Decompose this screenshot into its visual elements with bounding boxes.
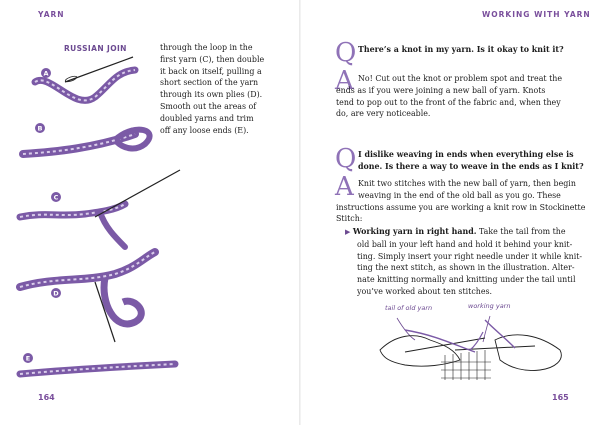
step-label-b: B [37,124,43,133]
bullet-first-line [345,226,590,239]
answer-line: instructions assume you are working a knit row in Stockinette [336,202,586,212]
question-2 [358,149,590,173]
step-label-a: A [43,69,49,78]
answer-line: weaving in the end of the old ball as you go. These [358,190,561,200]
left-body-text [160,42,295,136]
step-label-c: C [53,193,59,202]
body-line: short section of the yarn [160,78,259,88]
bullet-line: ting the next stitch, as shown in the illustration. Alter- [357,263,575,273]
q-letter-1: Q [335,38,357,68]
step-marker-c [50,191,62,203]
step-d-drawing [20,252,155,342]
answer-2 [336,178,590,225]
q-letter-2: Q [335,144,357,174]
bullet-line: old ball in your left hand and hold it behind your knit- [357,239,573,249]
answer-line: Stitch: [336,214,363,224]
body-line: through its own plies (D). [160,90,263,100]
bullet-marker-icon: ▶ [345,228,351,236]
step-e-drawing [20,364,175,374]
body-line: it back on itself, pulling a [160,66,262,76]
step-label-e: E [25,354,31,363]
question-line: There’s a knot in my yarn. Is it okay to knit it? [358,45,564,54]
step-marker-a [40,67,52,79]
step-marker-d [50,287,62,299]
answer-line: ends as if you were joining a new ball of yarn. Knots [336,85,546,95]
question-1 [358,44,588,56]
bullet-line: you’ve worked about ten stitches. [357,286,493,296]
a-letter-2: A [335,172,354,202]
step-label-d: D [53,289,59,298]
label-working-yarn: working yarn [468,302,511,310]
question-line: done. Is there a way to weave in the ends as I knit? [358,161,584,171]
illustration-title: RUSSIAN JOIN [64,44,127,53]
step-marker-e [22,352,34,364]
running-head-right: WORKING WITH YARN [482,10,591,19]
answer-line: Knit two stitches with the new ball of yarn, then begin [358,179,576,188]
running-head-left: YARN [38,10,65,19]
bullet-heading: Working yarn in right hand. [352,227,477,236]
bullet-line: Take the tail from the [476,227,566,236]
answer-line: tend to pop out to the front of the fabric and, when they [336,97,561,107]
label-tail-of-old-yarn: tail of old yarn [385,304,433,312]
page-number-right: 165 [552,393,569,402]
bullet-item [345,226,590,298]
body-line: off any loose ends (E). [160,125,249,135]
answer-line: do, are very noticeable. [336,109,431,119]
question-line: I dislike weaving in ends when everything else is [358,150,574,159]
bullet-line: nate knitting normally and knitting under the tail until [357,275,576,285]
page-number-left: 164 [38,393,55,402]
body-line: doubled yarns and trim [160,113,254,123]
answer-1 [336,73,590,120]
step-marker-b [34,122,46,134]
answer-line: No! Cut out the knot or problem spot and treat the [358,74,563,83]
bullet-line: ting. Simply insert your right needle under it while knit- [357,251,583,261]
step-c-drawing [20,170,180,247]
body-line: first yarn (C), then double [160,54,265,64]
body-line: Smooth out the areas of [160,101,257,111]
a-letter-1: A [335,66,354,96]
knitting-hands-illustration [375,310,575,395]
body-line: through the loop in the [160,43,253,52]
